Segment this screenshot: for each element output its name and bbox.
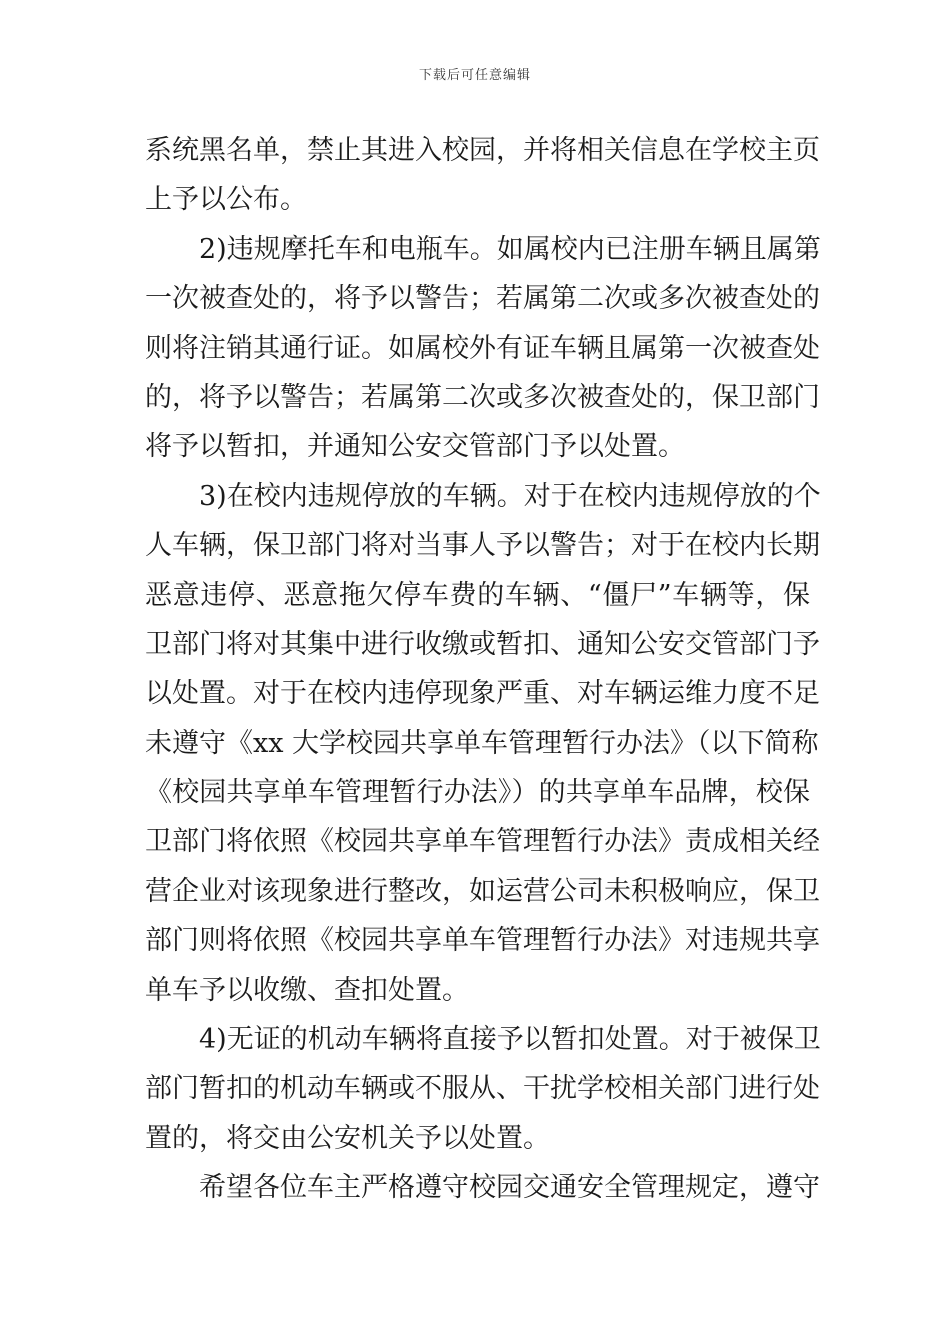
- page-header-note: 下载后可任意编辑: [418, 68, 531, 83]
- text-line: 以处置。对于在校内违停现象严重、对车辆运维力度不足: [145, 678, 820, 710]
- text-line: 营企业对该现象进行整改，如运营公司未积极响应，保卫: [145, 875, 820, 907]
- text-line: 则将注销其通行证。如属校外有证车辆且属第一次被查处: [145, 332, 820, 364]
- text-line: 单车予以收缴、查扣处置。: [145, 974, 469, 1006]
- text-line: 将予以暂扣，并通知公安交管部门予以处置。: [145, 431, 685, 463]
- text-line: 置的，将交由公安机关予以处置。: [145, 1122, 550, 1154]
- text-line: 《校园共享单车管理暂行办法》）的共享单车品牌，校保: [145, 777, 810, 809]
- text-line: 系统黑名单，禁止其进入校园，并将相关信息在学校主页: [145, 135, 820, 166]
- text-line: 卫部门将依照《校园共享单车管理暂行办法》责成相关经: [145, 826, 820, 858]
- text-line: 2)违规摩托车和电瓶车。如属校内已注册车辆且属第: [199, 233, 821, 265]
- document-body: [145, 126, 821, 1213]
- text-line: 4)无证的机动车辆将直接予以暂扣处置。对于被保卫: [199, 1024, 821, 1056]
- text-line: 部门则将依照《校园共享单车管理暂行办法》对违规共享: [145, 925, 820, 957]
- text-line: 3)在校内违规停放的车辆。对于在校内违规停放的个: [199, 480, 821, 512]
- text-line: 一次被查处的，将予以警告；若属第二次或多次被查处的: [145, 283, 820, 315]
- text-line: 恶意违停、恶意拖欠停车费的车辆、“僵尸”车辆等，保: [145, 579, 810, 611]
- text-line: 卫部门将对其集中进行收缴或暂扣、通知公安交管部门予: [145, 628, 820, 660]
- text-line: 人车辆，保卫部门将对当事人予以警告；对于在校内长期: [145, 530, 820, 562]
- text-line: 部门暂扣的机动车辆或不服从、干扰学校相关部门进行处: [145, 1073, 820, 1105]
- text-line: 上予以公布。: [145, 184, 307, 216]
- text-line: 希望各位车主严格遵守校园交通安全管理规定，遵守: [199, 1172, 820, 1204]
- text-line: 未遵守《xx 大学校园共享单车管理暂行办法》（以下简称: [145, 727, 819, 759]
- text-line: 的，将予以警告；若属第二次或多次被查处的，保卫部门: [145, 381, 820, 413]
